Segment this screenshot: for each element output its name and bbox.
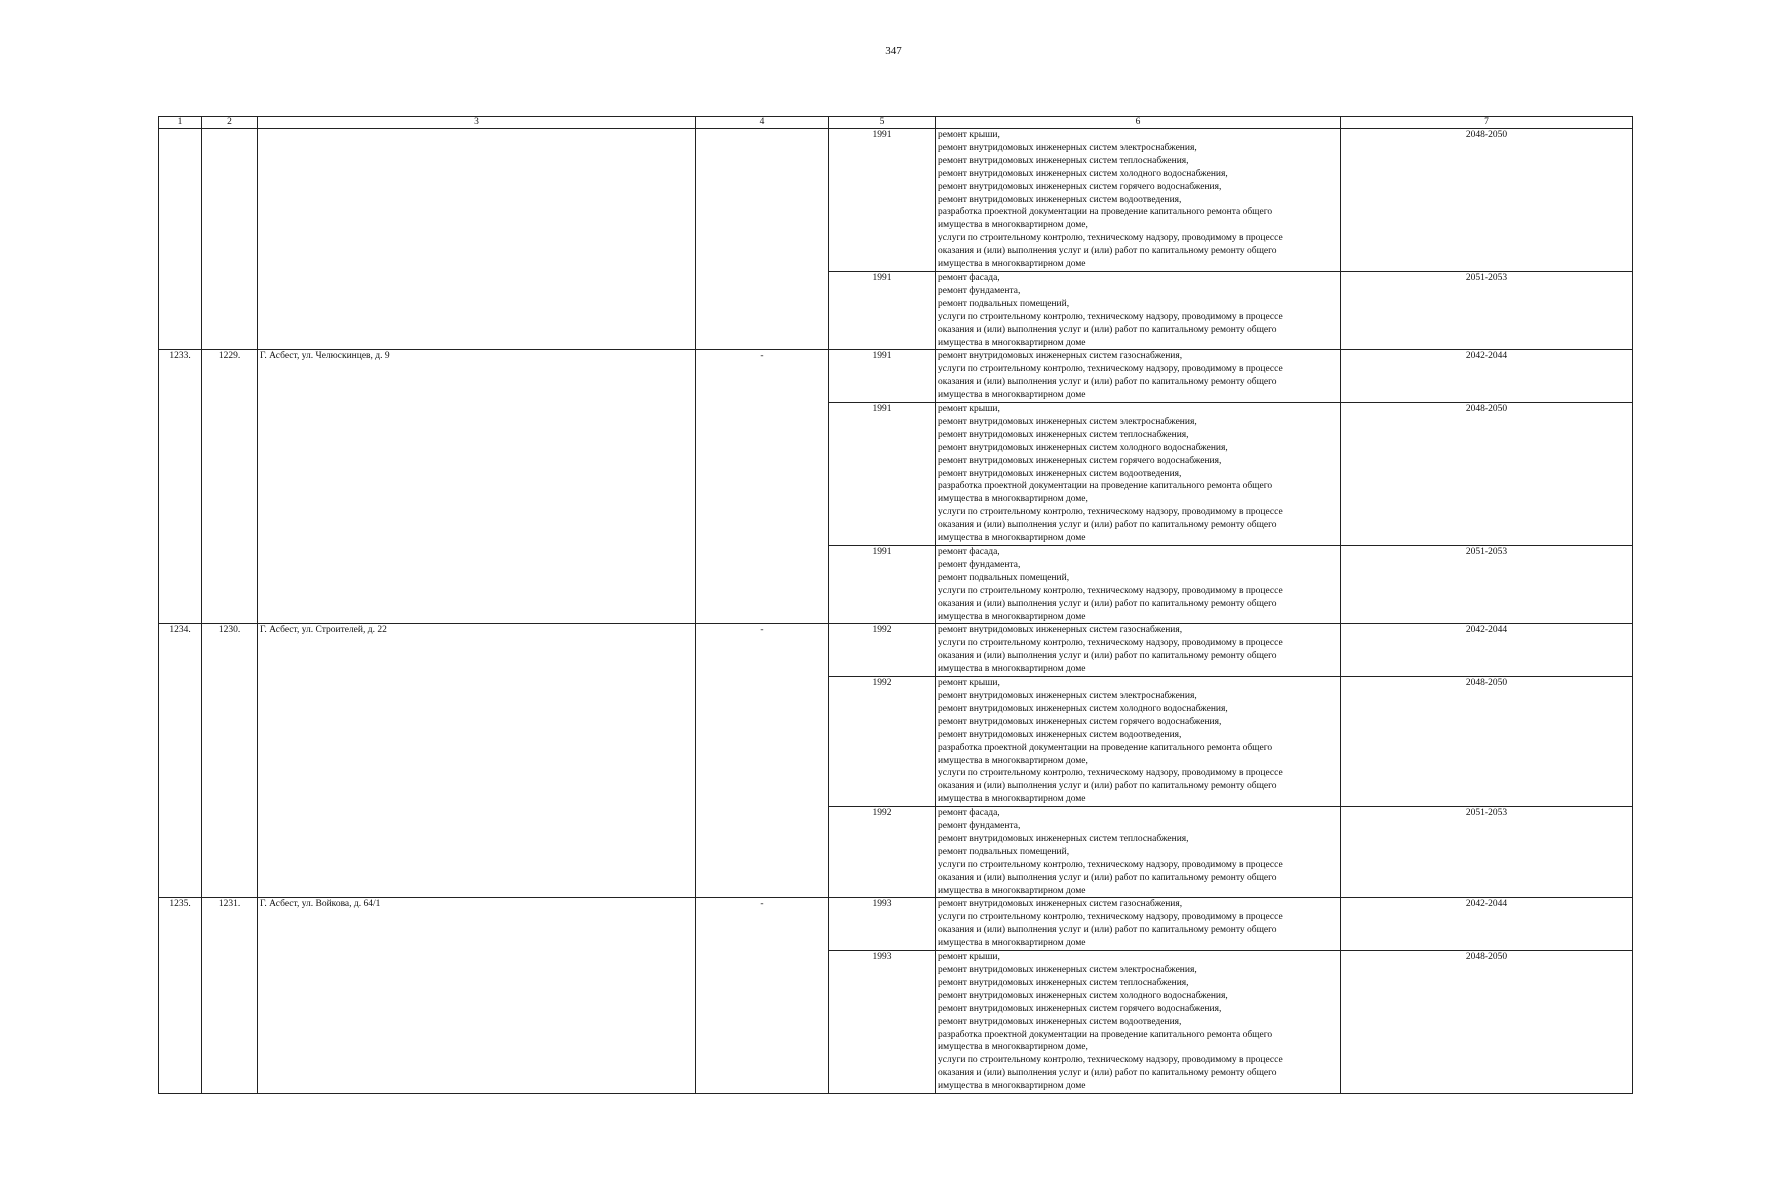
work-item: ремонт внутридомовых инженерных систем газоснабжения, bbox=[938, 351, 1183, 362]
column4-cell: - bbox=[696, 624, 829, 898]
work-item: ремонт внутридомовых инженерных систем водоотведения, bbox=[938, 1016, 1182, 1027]
work-item: ремонт фасада, bbox=[938, 547, 1000, 557]
work-item: ремонт внутридомовых инженерных систем горячего водоснабжения, bbox=[938, 181, 1222, 192]
work-item: ремонт фасада, bbox=[938, 272, 1000, 283]
work-item: ремонт внутридомовых инженерных систем холодного водоснабжения, bbox=[938, 442, 1228, 453]
work-item: оказания и (или) выполнения услуг и (или) работ по капитальному ремонту общего bbox=[938, 872, 1277, 883]
work-item: имущества в многоквартирном доме, bbox=[938, 755, 1088, 766]
column-header: 4 bbox=[696, 117, 829, 129]
work-item: разработка проектной документации на проведение капитального ремонта общего bbox=[938, 742, 1273, 753]
address-cell: Г. Асбест, ул. Войкова, д. 64/1 bbox=[258, 898, 696, 1094]
period-cell: 2051-2053 bbox=[1341, 271, 1633, 349]
work-item: имущества в многоквартирном доме bbox=[938, 885, 1086, 896]
row-number-cell: 1234. bbox=[159, 624, 202, 898]
work-item: оказания и (или) выполнения услуг и (или) работ по капитальному ремонту общего bbox=[938, 925, 1277, 936]
work-item: имущества в многоквартирном доме bbox=[938, 664, 1086, 675]
work-item: услуги по строительному контролю, техническому надзору, проводимому в процессе bbox=[938, 638, 1283, 649]
work-item: услуги по строительному контролю, техническому надзору, проводимому в процессе bbox=[938, 768, 1283, 779]
work-item: имущества в многоквартирном доме bbox=[938, 611, 1086, 622]
year-cell: 1992 bbox=[829, 677, 936, 807]
register-sheet bbox=[158, 116, 1632, 1092]
work-item: ремонт внутридомовых инженерных систем водоотведения, bbox=[938, 194, 1182, 205]
work-item: разработка проектной документации на проведение капитального ремонта общего bbox=[938, 207, 1273, 218]
period-cell: 2051-2053 bbox=[1341, 546, 1633, 624]
register-body bbox=[159, 129, 1633, 1094]
work-item: ремонт внутридомовых инженерных систем теплоснабжения, bbox=[938, 833, 1189, 844]
column-header: 1 bbox=[159, 117, 202, 129]
work-item: ремонт подвальных помещений, bbox=[938, 572, 1070, 583]
work-item: ремонт крыши, bbox=[938, 404, 1000, 415]
row-number-cell: 1233. bbox=[159, 350, 202, 624]
period-cell: 2048-2050 bbox=[1341, 677, 1633, 807]
work-item: ремонт фундамента, bbox=[938, 821, 1021, 832]
work-item: услуги по строительному контролю, техническому надзору, проводимому в процессе bbox=[938, 364, 1283, 375]
work-item: имущества в многоквартирном доме, bbox=[938, 220, 1088, 231]
work-item: ремонт подвальных помещений, bbox=[938, 298, 1070, 309]
work-item: имущества в многоквартирном доме, bbox=[938, 1042, 1088, 1053]
column-header: 7 bbox=[1341, 117, 1633, 129]
period-cell: 2048-2050 bbox=[1341, 951, 1633, 1094]
year-cell: 1992 bbox=[829, 807, 936, 898]
work-item: имущества в многоквартирном доме, bbox=[938, 494, 1088, 505]
work-item: ремонт внутридомовых инженерных систем горячего водоснабжения, bbox=[938, 1003, 1222, 1014]
address-cell: Г. Асбест, ул. Строителей, д. 22 bbox=[258, 624, 696, 898]
work-item: услуги по строительному контролю, техническому надзору, проводимому в процессе bbox=[938, 311, 1283, 322]
year-cell: 1991 bbox=[829, 546, 936, 624]
work-item: оказания и (или) выполнения услуг и (или) работ по капитальному ремонту общего bbox=[938, 781, 1277, 792]
works-cell bbox=[936, 403, 1341, 546]
work-item: ремонт внутридомовых инженерных систем электроснабжения, bbox=[938, 416, 1197, 427]
row-number-cell bbox=[159, 129, 202, 350]
year-cell: 1991 bbox=[829, 129, 936, 272]
work-item: ремонт крыши, bbox=[938, 952, 1000, 963]
work-item: услуги по строительному контролю, техническому надзору, проводимому в процессе bbox=[938, 1055, 1283, 1066]
registry-code-cell: 1230. bbox=[202, 624, 258, 898]
work-item: оказания и (или) выполнения услуг и (или) работ по капитальному ремонту общего bbox=[938, 651, 1277, 662]
work-item: ремонт внутридомовых инженерных систем горячего водоснабжения, bbox=[938, 455, 1222, 466]
work-item: имущества в многоквартирном доме bbox=[938, 533, 1086, 544]
work-item: ремонт внутридомовых инженерных систем теплоснабжения, bbox=[938, 429, 1189, 440]
column-header: 2 bbox=[202, 117, 258, 129]
address-cell bbox=[258, 129, 696, 350]
work-item: ремонт фундамента, bbox=[938, 559, 1021, 570]
works-cell bbox=[936, 624, 1341, 677]
work-item: разработка проектной документации на проведение капитального ремонта общего bbox=[938, 1029, 1273, 1040]
period-cell: 2048-2050 bbox=[1341, 129, 1633, 272]
works-cell bbox=[936, 129, 1341, 272]
work-item: ремонт внутридомовых инженерных систем теплоснабжения, bbox=[938, 977, 1189, 988]
work-item: имущества в многоквартирном доме bbox=[938, 794, 1086, 805]
column-header: 5 bbox=[829, 117, 936, 129]
work-item: услуги по строительному контролю, техническому надзору, проводимому в процессе bbox=[938, 507, 1283, 518]
column-header: 6 bbox=[936, 117, 1341, 129]
page-number: 347 bbox=[885, 45, 902, 57]
registry-code-cell bbox=[202, 129, 258, 350]
work-item: имущества в многоквартирном доме bbox=[938, 938, 1086, 949]
year-cell: 1993 bbox=[829, 951, 936, 1094]
works-cell bbox=[936, 546, 1341, 624]
work-item: ремонт внутридомовых инженерных систем холодного водоснабжения, bbox=[938, 703, 1228, 714]
work-item: ремонт подвальных помещений, bbox=[938, 846, 1070, 857]
capital-repair-table bbox=[158, 116, 1633, 1094]
year-cell: 1992 bbox=[829, 624, 936, 677]
work-item: ремонт фундамента, bbox=[938, 285, 1021, 296]
period-cell: 2042-2044 bbox=[1341, 350, 1633, 403]
work-item: услуги по строительному контролю, техническому надзору, проводимому в процессе bbox=[938, 585, 1283, 596]
work-item: ремонт крыши, bbox=[938, 130, 1000, 140]
work-item: оказания и (или) выполнения услуг и (или) работ по капитальному ремонту общего bbox=[938, 246, 1277, 257]
registry-code-cell: 1229. bbox=[202, 350, 258, 624]
work-item: ремонт внутридомовых инженерных систем электроснабжения, bbox=[938, 690, 1197, 701]
work-item: имущества в многоквартирном доме bbox=[938, 1081, 1086, 1092]
work-item: услуги по строительному контролю, техническому надзору, проводимому в процессе bbox=[938, 859, 1283, 870]
registry-code-cell: 1231. bbox=[202, 898, 258, 1094]
work-item: ремонт внутридомовых инженерных систем теплоснабжения, bbox=[938, 155, 1189, 166]
work-item: оказания и (или) выполнения услуг и (или) работ по капитальному ремонту общего bbox=[938, 377, 1277, 388]
work-item: оказания и (или) выполнения услуг и (или) работ по капитальному ремонту общего bbox=[938, 598, 1277, 609]
period-cell: 2051-2053 bbox=[1341, 807, 1633, 898]
period-cell: 2048-2050 bbox=[1341, 403, 1633, 546]
period-cell: 2042-2044 bbox=[1341, 898, 1633, 951]
works-cell bbox=[936, 807, 1341, 898]
work-item: оказания и (или) выполнения услуг и (или) работ по капитальному ремонту общего bbox=[938, 1068, 1277, 1079]
year-cell: 1993 bbox=[829, 898, 936, 951]
column4-cell bbox=[696, 129, 829, 350]
year-cell: 1991 bbox=[829, 403, 936, 546]
works-cell bbox=[936, 898, 1341, 951]
column4-cell: - bbox=[696, 898, 829, 1094]
work-item: ремонт крыши, bbox=[938, 678, 1000, 689]
year-cell: 1991 bbox=[829, 271, 936, 349]
work-item: ремонт внутридомовых инженерных систем электроснабжения, bbox=[938, 142, 1197, 153]
work-item: оказания и (или) выполнения услуг и (или) работ по капитальному ремонту общего bbox=[938, 520, 1277, 531]
work-item: ремонт фасада, bbox=[938, 808, 1000, 819]
work-item: ремонт внутридомовых инженерных систем газоснабжения, bbox=[938, 625, 1183, 636]
work-item: ремонт внутридомовых инженерных систем водоотведения, bbox=[938, 729, 1182, 740]
work-item: услуги по строительному контролю, техническому надзору, проводимому в процессе bbox=[938, 233, 1283, 244]
period-cell: 2042-2044 bbox=[1341, 624, 1633, 677]
work-item: услуги по строительному контролю, техническому надзору, проводимому в процессе bbox=[938, 912, 1283, 923]
table-row bbox=[159, 898, 1633, 951]
row-number-cell: 1235. bbox=[159, 898, 202, 1094]
column4-cell: - bbox=[696, 350, 829, 624]
work-item: оказания и (или) выполнения услуг и (или) работ по капитальному ремонту общего bbox=[938, 324, 1277, 335]
column-header: 3 bbox=[258, 117, 696, 129]
work-item: ремонт внутридомовых инженерных систем газоснабжения, bbox=[938, 899, 1183, 910]
work-item: ремонт внутридомовых инженерных систем холодного водоснабжения, bbox=[938, 990, 1228, 1001]
year-cell: 1991 bbox=[829, 350, 936, 403]
address-cell: Г. Асбест, ул. Челюскинцев, д. 9 bbox=[258, 350, 696, 624]
works-cell bbox=[936, 677, 1341, 807]
column-number-row bbox=[159, 117, 1633, 129]
table-row bbox=[159, 624, 1633, 677]
table-row bbox=[159, 129, 1633, 272]
work-item: имущества в многоквартирном доме bbox=[938, 390, 1086, 401]
work-item: имущества в многоквартирном доме bbox=[938, 337, 1086, 348]
work-item: ремонт внутридомовых инженерных систем холодного водоснабжения, bbox=[938, 168, 1228, 179]
works-cell bbox=[936, 271, 1341, 349]
works-cell bbox=[936, 951, 1341, 1094]
work-item: имущества в многоквартирном доме bbox=[938, 259, 1086, 270]
work-item: ремонт внутридомовых инженерных систем электроснабжения, bbox=[938, 965, 1197, 975]
works-cell bbox=[936, 350, 1341, 403]
work-item: ремонт внутридомовых инженерных систем водоотведения, bbox=[938, 468, 1182, 479]
work-item: ремонт внутридомовых инженерных систем горячего водоснабжения, bbox=[938, 716, 1222, 727]
work-item: разработка проектной документации на проведение капитального ремонта общего bbox=[938, 481, 1273, 492]
table-row bbox=[159, 350, 1633, 403]
